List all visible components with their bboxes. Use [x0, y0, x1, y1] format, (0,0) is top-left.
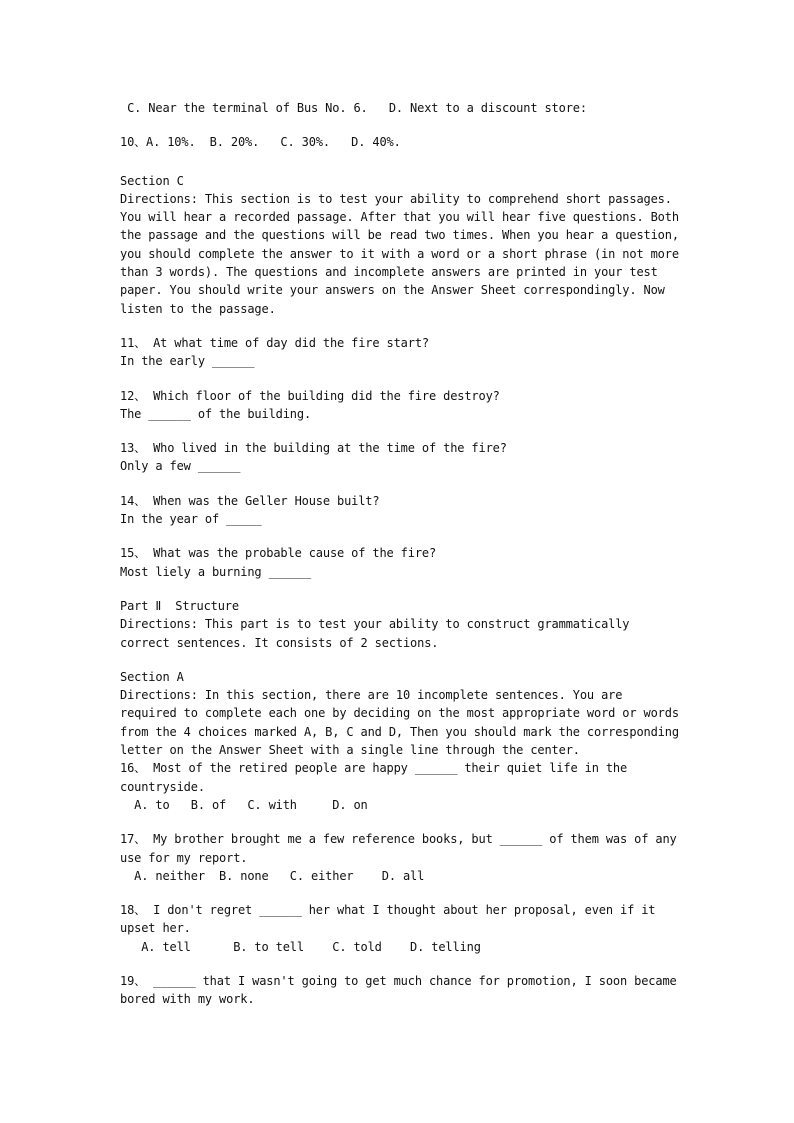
q10-options-line: 10、A. 10%. B. 20%. C. 30%. D. 40%.	[120, 135, 401, 150]
mc-question	[120, 830, 680, 885]
section-c-title: Section C	[120, 173, 184, 188]
q9-options-line: C. Near the terminal of Bus No. 6. D. Next to a discount store:	[120, 101, 587, 115]
mc-question	[120, 901, 680, 956]
section-a-directions: Directions: In this section, there are 10 incomplete sentences. You are required to complete each one by deciding on the most appropriate word or words from the 4 choices marked A, B, C and D, Then you should mark the corresponding letter on the Answer Sheet with a single line through the center.	[120, 688, 679, 758]
part-2-directions: Directions: This part is to test your ability to construct grammatically correct sentences. It consists of 2 sections.	[120, 617, 630, 650]
q9-options	[120, 99, 680, 117]
short-answer-question	[120, 334, 680, 371]
question-stem: 12、 Which floor of the building did the fire destroy?	[120, 388, 500, 403]
answer-options: A. tell B. to tell C. told D. telling	[120, 939, 481, 954]
short-answer-question	[120, 544, 680, 581]
short-answer-question	[120, 387, 680, 424]
question-stem: 16、 Most of the retired people are happy ______ their quiet life in the countryside.	[120, 761, 628, 794]
question-stem: 13、 Who lived in the building at the time of the fire?	[120, 441, 507, 456]
answer-blank: The ______ of the building.	[120, 406, 312, 421]
question-stem: 15、 What was the probable cause of the fire?	[120, 546, 437, 561]
part-2	[120, 597, 680, 652]
section-a	[120, 668, 680, 759]
mc-question	[120, 972, 680, 1009]
answer-options: A. neither B. none C. either D. all	[120, 868, 425, 883]
question-stem: 11、 At what time of day did the fire start?	[120, 335, 429, 350]
answer-blank: In the year of _____	[120, 512, 262, 527]
answer-blank: Only a few ______	[120, 459, 241, 474]
section-c-directions: Directions: This section is to test your ability to comprehend short passages. You will hear a recorded passage. After that you will hear five questions. Both the passage and the questions will be read two times. When you hear a question, you should complete the answer to it with a word or a short phrase (in not more than 3 words). The questions and incomplete answers are printed in your test paper. You should write your answers on the Answer Sheet correspondingly. Now listen to the passage.	[120, 191, 679, 316]
answer-blank: Most liely a burning ______	[120, 564, 312, 579]
question-stem: 19、 ______ that I wasn't going to get much chance for promotion, I soon became bored with my work.	[120, 973, 677, 1007]
section-c	[120, 172, 680, 318]
question-stem: 14、 When was the Geller House built?	[120, 493, 380, 508]
question-stem: 17、 My brother brought me a few reference books, but ______ of them was of any use for my report.	[120, 832, 677, 865]
exam-page	[120, 99, 680, 1025]
short-answer-question	[120, 492, 680, 529]
part-2-title: Part Ⅱ Structure	[120, 598, 239, 613]
short-answer-question	[120, 439, 680, 476]
answer-blank: In the early ______	[120, 354, 255, 369]
answer-options: A. to B. of C. with D. on	[120, 797, 368, 812]
question-stem: 18、 I don't regret ______ her what I thought about her proposal, even if it upset her.	[120, 903, 656, 936]
section-a-title: Section A	[120, 669, 184, 684]
q10-options	[120, 133, 680, 151]
mc-question	[120, 759, 680, 814]
